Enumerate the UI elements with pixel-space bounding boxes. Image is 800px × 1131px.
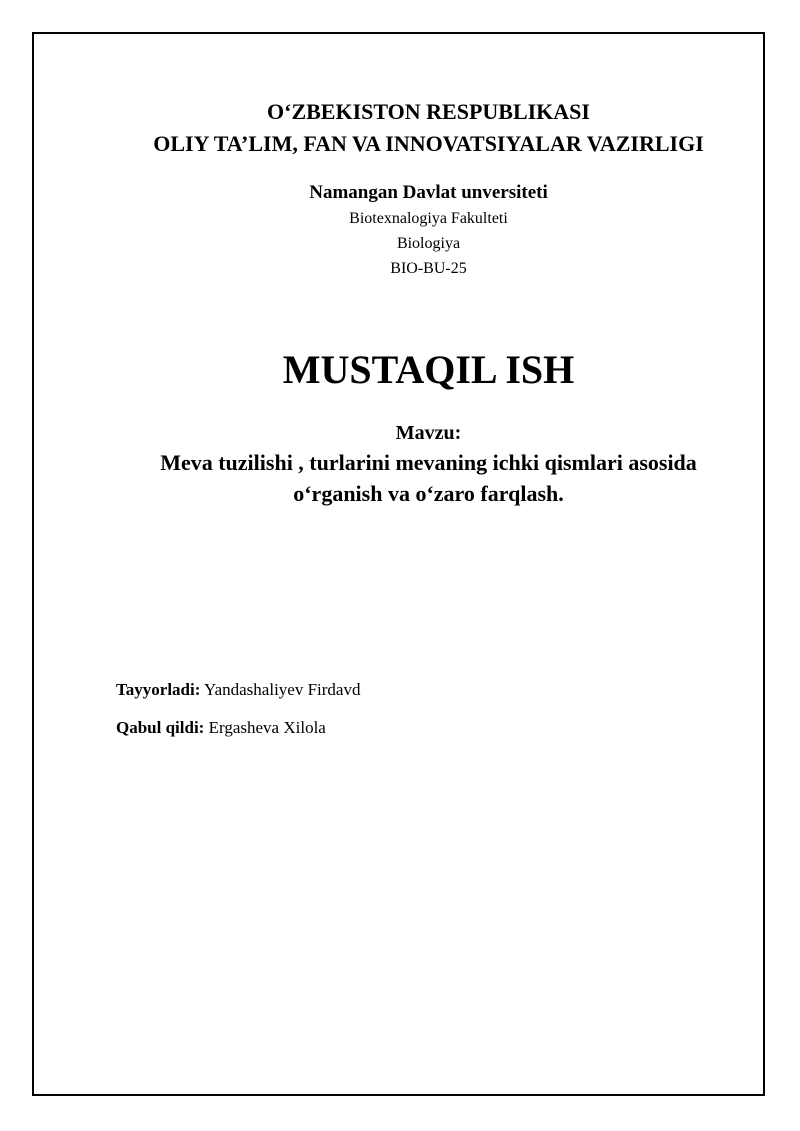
prepared-by-name: Yandashaliyev Firdavd <box>204 680 361 699</box>
topic-label: Mavzu: <box>395 422 462 444</box>
topic-text-line: Meva tuzilishi , turlarini mevaning ichki qismlari asosida <box>160 450 697 475</box>
prepared-by-line <box>116 679 360 701</box>
faculty-name: Biotexnalogiya Fakulteti <box>349 210 508 227</box>
prepared-by-label: Tayyorladi: <box>116 680 201 699</box>
document-title: MUSTAQIL ISH <box>282 347 575 392</box>
group-code: BIO-BU-25 <box>390 260 467 277</box>
accepted-by-line <box>116 717 326 739</box>
program-name: Biologiya <box>396 235 461 252</box>
accepted-by-label: Qabul qildi: <box>116 718 205 737</box>
topic-text-line: o‘rganish va o‘zaro farqlash. <box>293 481 564 506</box>
accepted-by-name: Ergasheva Xilola <box>208 718 326 737</box>
ministry-heading: OLIY TA’LIM, FAN VA INNOVATSIYALAR VAZIRLIGI <box>153 131 704 156</box>
country-heading: O‘ZBEKISTON RESPUBLIKASI <box>267 99 590 124</box>
university-name: Namangan Davlat unversiteti <box>309 182 548 203</box>
